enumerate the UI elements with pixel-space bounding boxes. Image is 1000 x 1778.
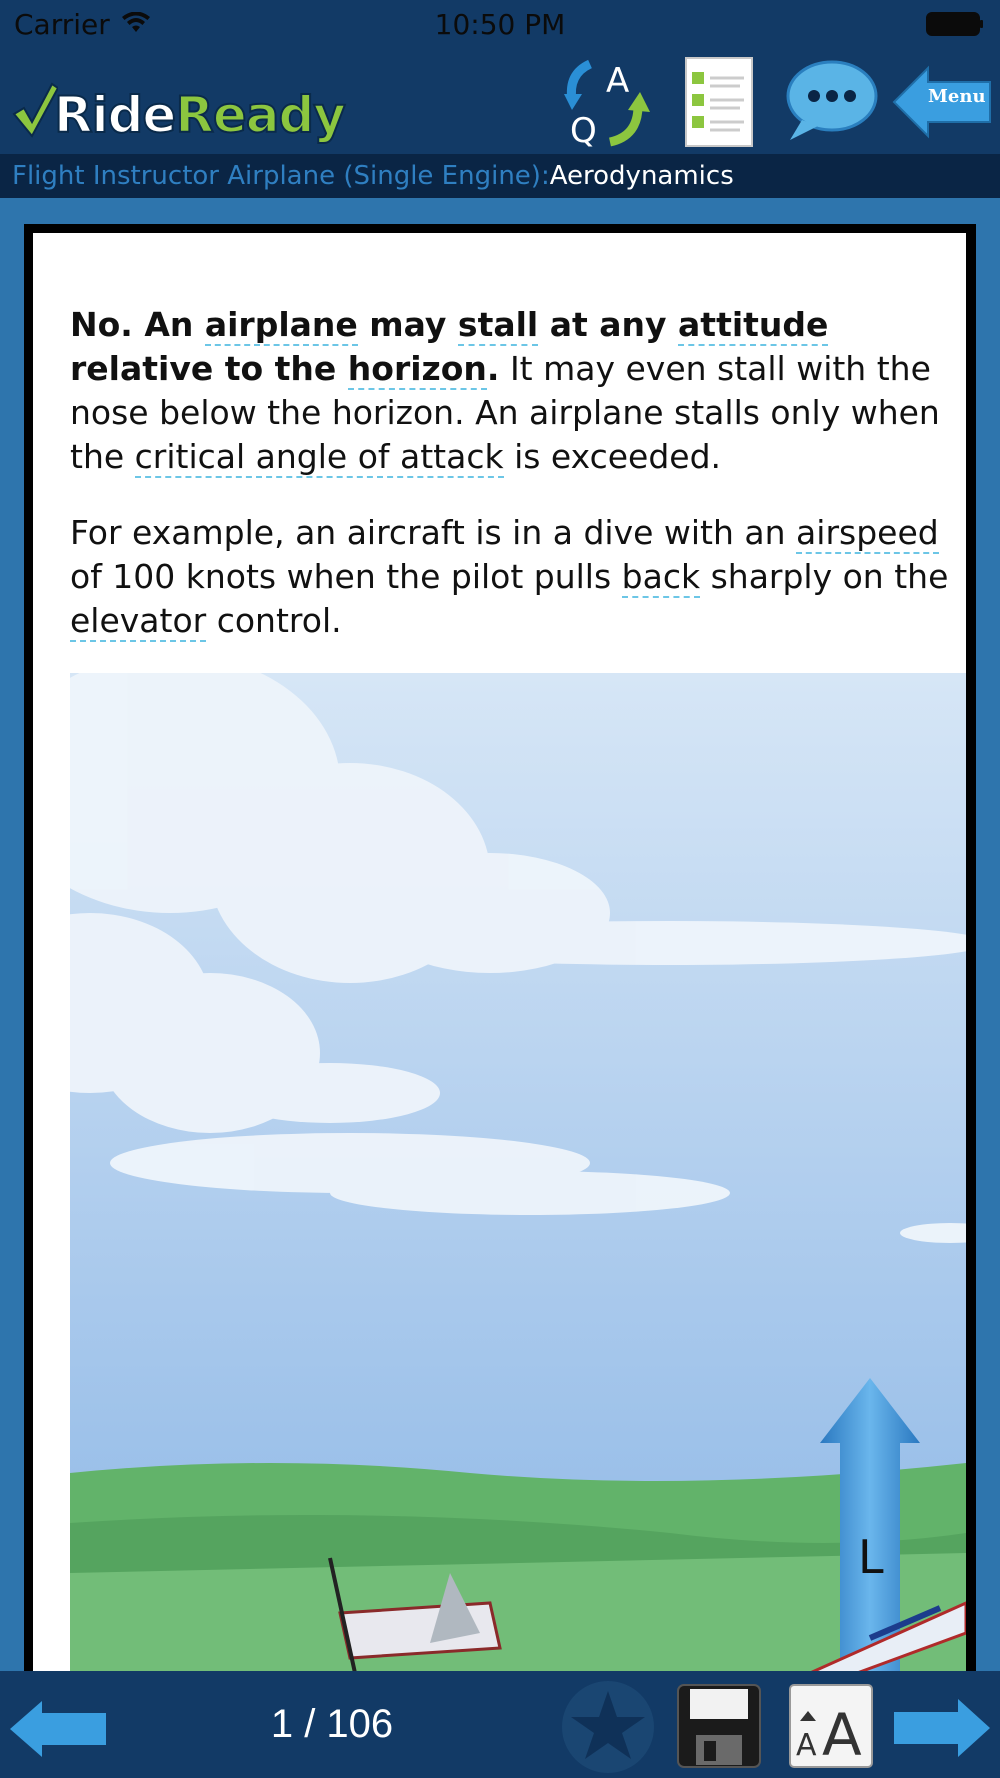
quiz-qa-icon	[562, 56, 652, 150]
stall-illustration	[70, 673, 966, 1671]
logo-text-ride: Ride	[54, 86, 176, 144]
next-arrow-icon	[892, 1697, 992, 1759]
svg-text:A: A	[822, 1701, 862, 1769]
star-icon	[560, 1679, 656, 1775]
carrier-label: Carrier	[14, 8, 110, 41]
status-bar	[0, 0, 1000, 50]
breadcrumb-course[interactable]: Flight Instructor Airplane (Single Engine):	[12, 161, 550, 191]
term-critical-angle-of-attack[interactable]: critical angle of attack	[134, 437, 504, 476]
app-header	[0, 50, 1000, 154]
clock: 10:50 PM	[434, 8, 566, 41]
content-card[interactable]	[33, 233, 966, 1671]
term-stall[interactable]: stall	[457, 305, 539, 344]
battery-icon	[926, 12, 984, 36]
term-airspeed[interactable]: airspeed	[796, 513, 939, 552]
term-elevator[interactable]: elevator	[70, 601, 207, 640]
previous-arrow-icon	[8, 1699, 108, 1759]
checklist-icon	[684, 56, 754, 148]
breadcrumb	[0, 154, 1000, 198]
term-attitude[interactable]: attitude	[678, 305, 829, 344]
term-back[interactable]: back	[621, 557, 701, 596]
sky-scene	[70, 673, 966, 1671]
save-disk-icon	[676, 1683, 762, 1769]
arrow-label: L	[858, 1530, 884, 1584]
previous-page-button[interactable]	[8, 1699, 108, 1759]
page-indicator: 1 / 106	[270, 1702, 394, 1746]
checklist-button[interactable]	[684, 56, 754, 148]
save-button[interactable]	[676, 1683, 762, 1769]
menu-button-label: Menu	[928, 86, 986, 107]
svg-text:A: A	[796, 1728, 817, 1763]
font-size-icon	[788, 1683, 874, 1769]
font-size-button[interactable]	[788, 1683, 874, 1769]
ride-ready-logo[interactable]	[12, 68, 345, 144]
chat-button[interactable]	[784, 58, 878, 142]
checkmark-logo-icon	[12, 80, 58, 140]
term-airplane[interactable]: airplane	[204, 305, 358, 344]
chat-bubble-icon	[784, 58, 878, 142]
breadcrumb-topic: Aerodynamics	[549, 161, 734, 191]
next-page-button[interactable]	[892, 1697, 992, 1759]
paragraph-2: For example, an aircraft is in a dive with an airspeed of 100 knots when the pilot pulls back sharply on the elevator control.	[70, 513, 949, 640]
bottom-toolbar	[0, 1671, 1000, 1778]
bookmark-star-button[interactable]	[560, 1679, 656, 1775]
quiz-qa-button[interactable]	[562, 56, 652, 150]
svg-text:A: A	[606, 61, 630, 101]
svg-text:Q: Q	[570, 111, 597, 150]
term-horizon[interactable]: horizon	[347, 349, 487, 388]
bold-lead: No. An airplane may stall at any attitude relative to the horizon.	[70, 305, 829, 388]
lesson-text	[70, 303, 950, 675]
paragraph-1: No. An airplane may stall at any attitude relative to the horizon. It may even stall with the nose below the horizon. An airplane stalls only when the critical angle of attack is exceeded.	[70, 305, 940, 476]
logo-text-ready: Ready	[175, 86, 345, 144]
